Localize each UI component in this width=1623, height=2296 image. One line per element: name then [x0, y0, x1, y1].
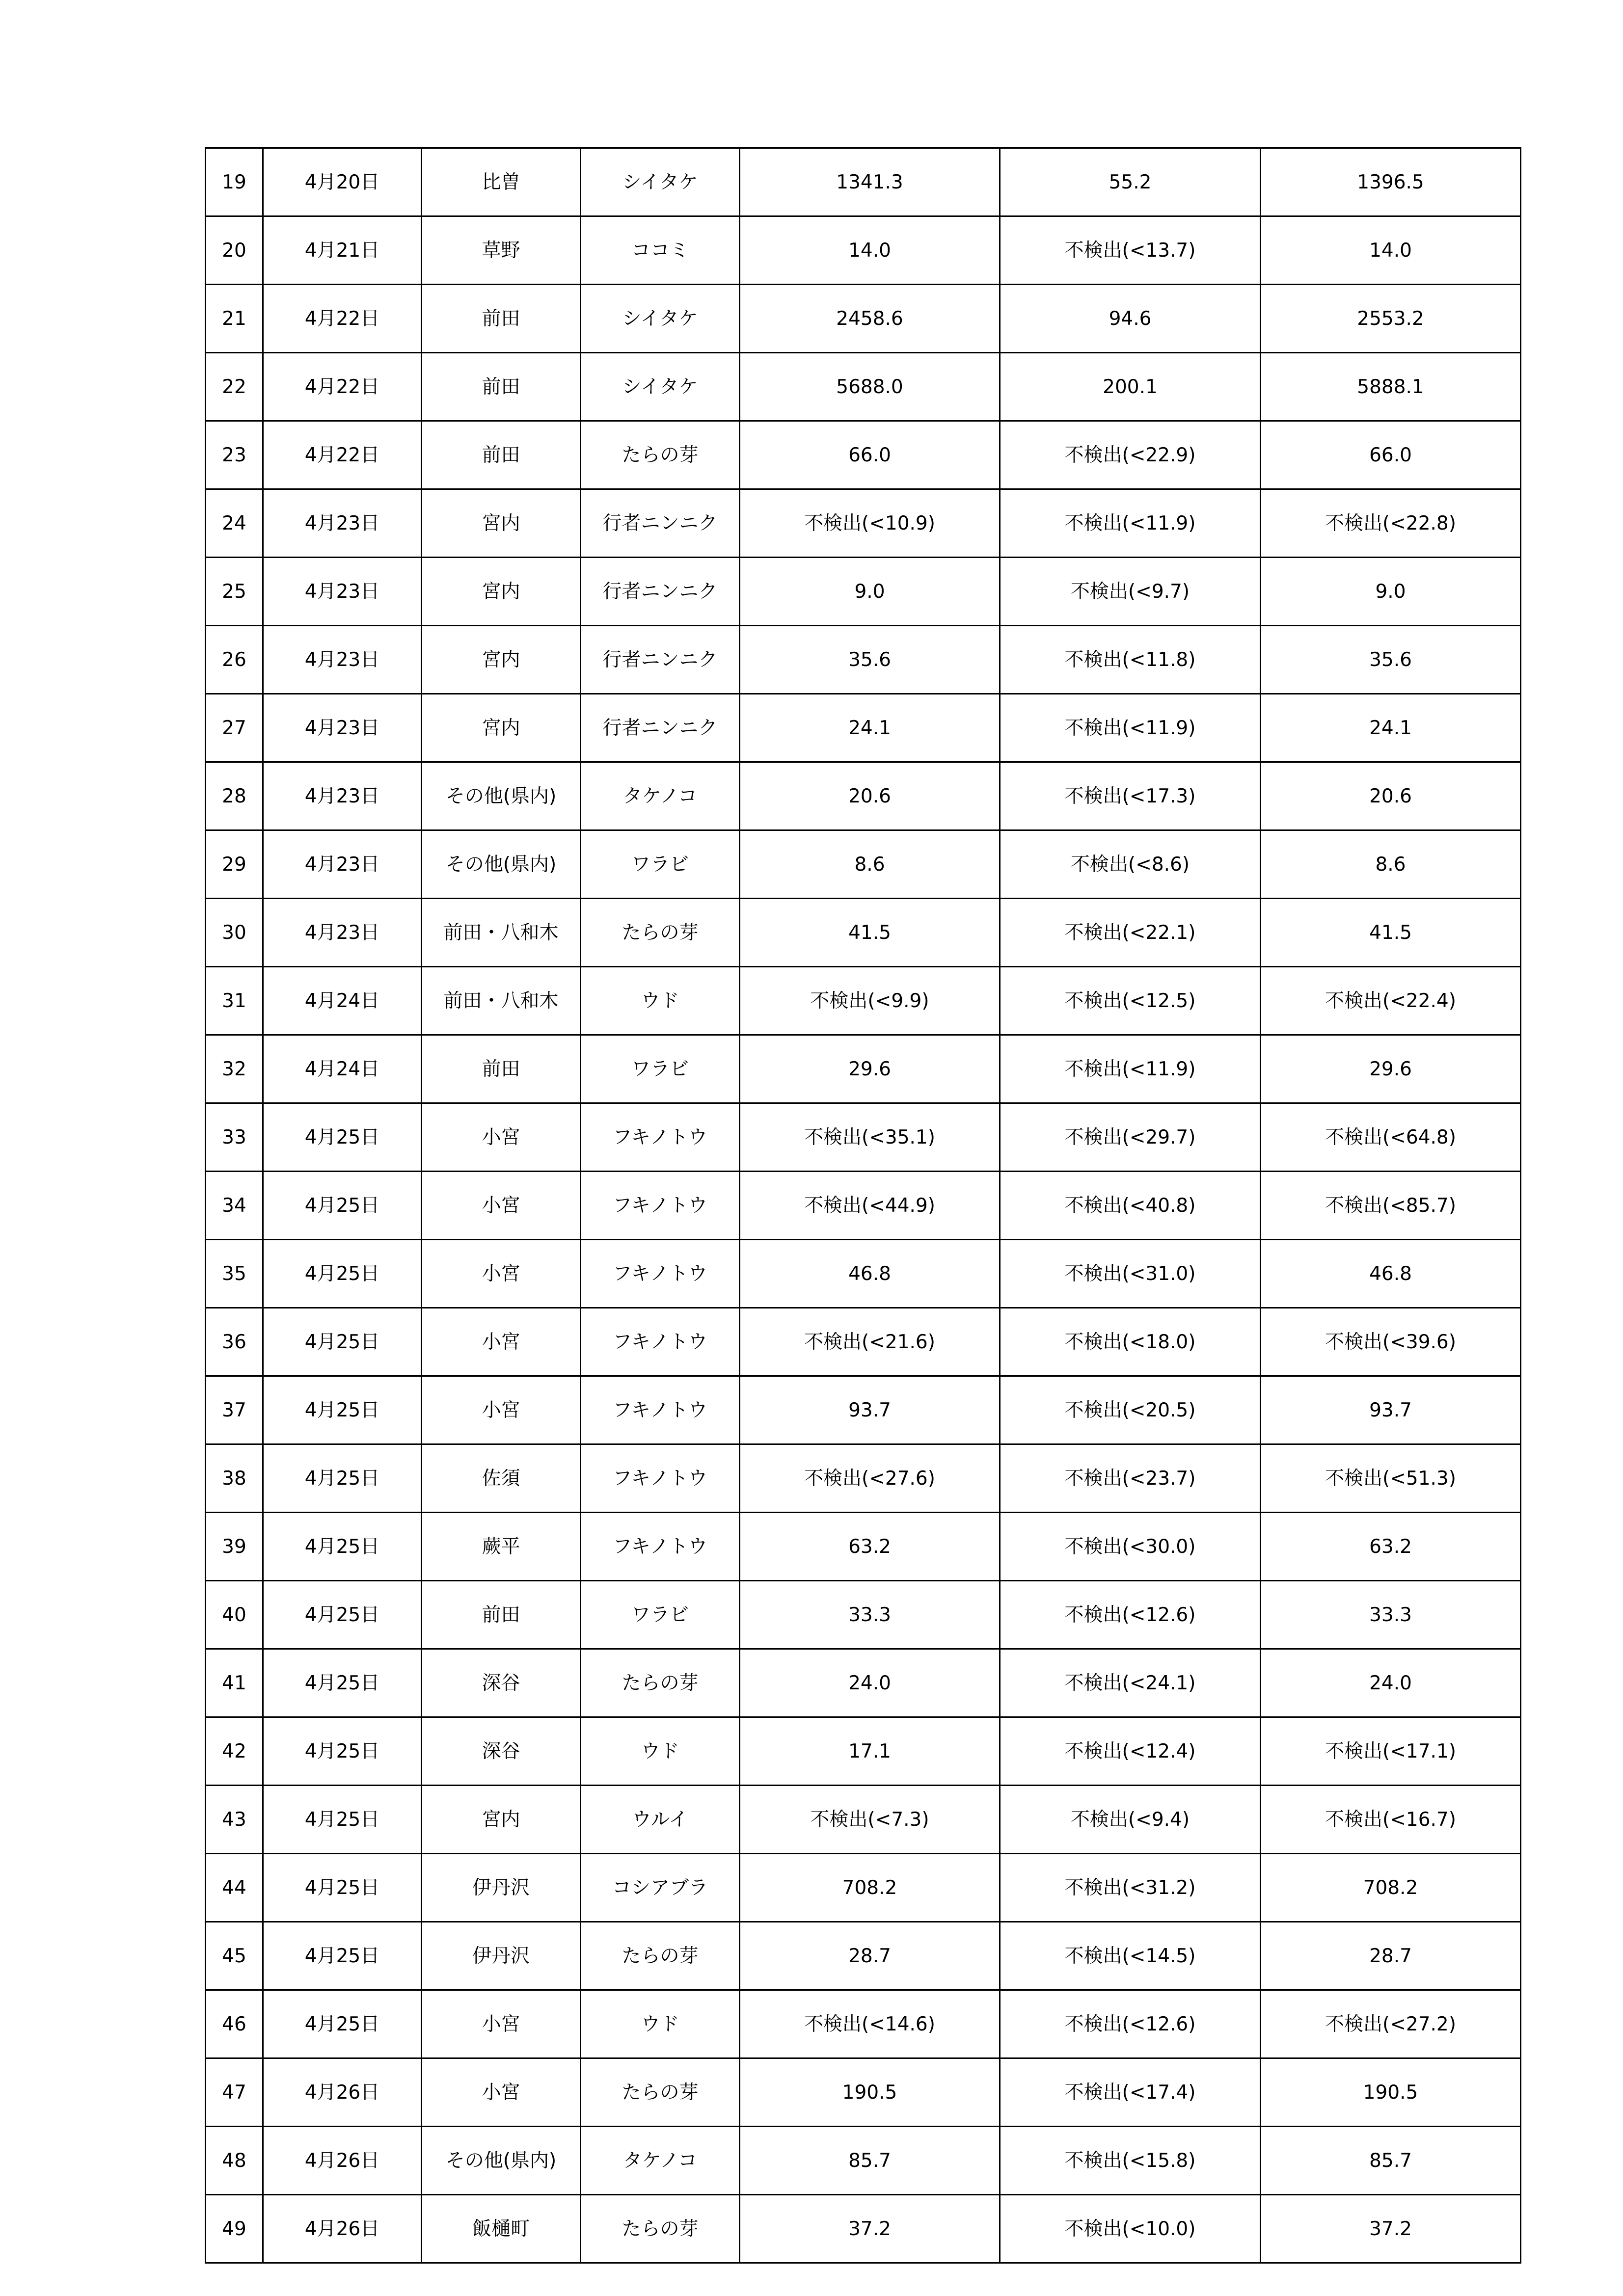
- row-number-cell: 19: [206, 148, 263, 216]
- value-cell-2: 不検出(<9.7): [1000, 558, 1261, 626]
- table-row: [206, 762, 1521, 830]
- table-row: [206, 1308, 1521, 1376]
- value-cell-2: 不検出(<11.9): [1000, 1035, 1261, 1103]
- location-cell: 佐須: [422, 1444, 581, 1513]
- date-cell: 4月20日: [263, 148, 422, 216]
- value-cell-1: 不検出(<21.6): [740, 1308, 1000, 1376]
- total-cell: 不検出(<22.8): [1261, 489, 1521, 558]
- value-cell-1: 不検出(<9.9): [740, 967, 1000, 1035]
- value-cell-2: 不検出(<23.7): [1000, 1444, 1261, 1513]
- location-cell: 宮内: [422, 694, 581, 762]
- item-cell: ウド: [581, 967, 740, 1035]
- row-number-cell: 47: [206, 2058, 263, 2127]
- value-cell-1: 不検出(<14.6): [740, 1990, 1000, 2058]
- row-number-cell: 22: [206, 353, 263, 421]
- value-cell-2: 不検出(<40.8): [1000, 1172, 1261, 1240]
- date-cell: 4月23日: [263, 626, 422, 694]
- location-cell: 宮内: [422, 489, 581, 558]
- date-cell: 4月22日: [263, 285, 422, 353]
- total-cell: 8.6: [1261, 830, 1521, 899]
- total-cell: 41.5: [1261, 899, 1521, 967]
- value-cell-1: 9.0: [740, 558, 1000, 626]
- row-number-cell: 27: [206, 694, 263, 762]
- total-cell: 不検出(<64.8): [1261, 1103, 1521, 1172]
- row-number-cell: 49: [206, 2195, 263, 2263]
- date-cell: 4月25日: [263, 1172, 422, 1240]
- table-row: [206, 2195, 1521, 2263]
- date-cell: 4月23日: [263, 762, 422, 830]
- date-cell: 4月25日: [263, 1444, 422, 1513]
- date-cell: 4月25日: [263, 1854, 422, 1922]
- table-row: [206, 899, 1521, 967]
- item-cell: コシアブラ: [581, 1854, 740, 1922]
- total-cell: 28.7: [1261, 1922, 1521, 1990]
- item-cell: フキノトウ: [581, 1444, 740, 1513]
- value-cell-2: 不検出(<30.0): [1000, 1513, 1261, 1581]
- table-row: [206, 1103, 1521, 1172]
- item-cell: ウド: [581, 1990, 740, 2058]
- value-cell-2: 不検出(<22.1): [1000, 899, 1261, 967]
- table-row: [206, 558, 1521, 626]
- total-cell: 2553.2: [1261, 285, 1521, 353]
- value-cell-1: 1341.3: [740, 148, 1000, 216]
- date-cell: 4月25日: [263, 1786, 422, 1854]
- total-cell: 不検出(<39.6): [1261, 1308, 1521, 1376]
- value-cell-1: 46.8: [740, 1240, 1000, 1308]
- total-cell: 46.8: [1261, 1240, 1521, 1308]
- location-cell: 前田: [422, 285, 581, 353]
- location-cell: 深谷: [422, 1717, 581, 1786]
- row-number-cell: 26: [206, 626, 263, 694]
- row-number-cell: 29: [206, 830, 263, 899]
- item-cell: フキノトウ: [581, 1103, 740, 1172]
- row-number-cell: 38: [206, 1444, 263, 1513]
- item-cell: たらの芽: [581, 899, 740, 967]
- location-cell: 前田: [422, 1581, 581, 1649]
- location-cell: 小宮: [422, 1103, 581, 1172]
- value-cell-1: 不検出(<44.9): [740, 1172, 1000, 1240]
- date-cell: 4月25日: [263, 1649, 422, 1717]
- table-row: [206, 1922, 1521, 1990]
- value-cell-1: 28.7: [740, 1922, 1000, 1990]
- date-cell: 4月22日: [263, 353, 422, 421]
- table-row: [206, 694, 1521, 762]
- total-cell: 不検出(<22.4): [1261, 967, 1521, 1035]
- value-cell-1: 35.6: [740, 626, 1000, 694]
- total-cell: 35.6: [1261, 626, 1521, 694]
- row-number-cell: 41: [206, 1649, 263, 1717]
- value-cell-1: 37.2: [740, 2195, 1000, 2263]
- value-cell-2: 不検出(<13.7): [1000, 216, 1261, 285]
- location-cell: 前田・八和木: [422, 967, 581, 1035]
- table-row: [206, 285, 1521, 353]
- total-cell: 63.2: [1261, 1513, 1521, 1581]
- value-cell-1: 不検出(<10.9): [740, 489, 1000, 558]
- date-cell: 4月25日: [263, 1240, 422, 1308]
- date-cell: 4月24日: [263, 1035, 422, 1103]
- location-cell: 小宮: [422, 1172, 581, 1240]
- table-row: [206, 1786, 1521, 1854]
- value-cell-1: 不検出(<35.1): [740, 1103, 1000, 1172]
- value-cell-1: 24.1: [740, 694, 1000, 762]
- date-cell: 4月25日: [263, 1308, 422, 1376]
- date-cell: 4月23日: [263, 489, 422, 558]
- table-row: [206, 2127, 1521, 2195]
- row-number-cell: 48: [206, 2127, 263, 2195]
- table-row: [206, 1240, 1521, 1308]
- row-number-cell: 24: [206, 489, 263, 558]
- row-number-cell: 21: [206, 285, 263, 353]
- row-number-cell: 28: [206, 762, 263, 830]
- table-row: [206, 1854, 1521, 1922]
- total-cell: 5888.1: [1261, 353, 1521, 421]
- location-cell: 前田・八和木: [422, 899, 581, 967]
- item-cell: 行者ニンニク: [581, 626, 740, 694]
- total-cell: 14.0: [1261, 216, 1521, 285]
- location-cell: 小宮: [422, 1990, 581, 2058]
- table-row: [206, 2058, 1521, 2127]
- total-cell: 20.6: [1261, 762, 1521, 830]
- item-cell: たらの芽: [581, 2195, 740, 2263]
- row-number-cell: 44: [206, 1854, 263, 1922]
- total-cell: 不検出(<85.7): [1261, 1172, 1521, 1240]
- value-cell-2: 不検出(<14.5): [1000, 1922, 1261, 1990]
- table-body: [206, 148, 1521, 2263]
- value-cell-1: 不検出(<7.3): [740, 1786, 1000, 1854]
- location-cell: 蕨平: [422, 1513, 581, 1581]
- item-cell: ウド: [581, 1717, 740, 1786]
- value-cell-1: 708.2: [740, 1854, 1000, 1922]
- item-cell: フキノトウ: [581, 1308, 740, 1376]
- total-cell: 9.0: [1261, 558, 1521, 626]
- value-cell-1: 17.1: [740, 1717, 1000, 1786]
- item-cell: ウルイ: [581, 1786, 740, 1854]
- value-cell-2: 不検出(<31.0): [1000, 1240, 1261, 1308]
- value-cell-1: 14.0: [740, 216, 1000, 285]
- date-cell: 4月23日: [263, 899, 422, 967]
- date-cell: 4月26日: [263, 2127, 422, 2195]
- date-cell: 4月25日: [263, 1376, 422, 1444]
- value-cell-1: 5688.0: [740, 353, 1000, 421]
- total-cell: 1396.5: [1261, 148, 1521, 216]
- table-row: [206, 148, 1521, 216]
- item-cell: シイタケ: [581, 285, 740, 353]
- item-cell: タケノコ: [581, 2127, 740, 2195]
- date-cell: 4月25日: [263, 1922, 422, 1990]
- date-cell: 4月23日: [263, 694, 422, 762]
- date-cell: 4月26日: [263, 2195, 422, 2263]
- value-cell-1: 33.3: [740, 1581, 1000, 1649]
- item-cell: フキノトウ: [581, 1513, 740, 1581]
- results-table: [205, 147, 1521, 2264]
- item-cell: たらの芽: [581, 1922, 740, 1990]
- location-cell: 宮内: [422, 626, 581, 694]
- value-cell-2: 不検出(<10.0): [1000, 2195, 1261, 2263]
- location-cell: 小宮: [422, 1376, 581, 1444]
- row-number-cell: 31: [206, 967, 263, 1035]
- item-cell: シイタケ: [581, 148, 740, 216]
- value-cell-2: 200.1: [1000, 353, 1261, 421]
- date-cell: 4月24日: [263, 967, 422, 1035]
- value-cell-1: 不検出(<27.6): [740, 1444, 1000, 1513]
- table-row: [206, 1035, 1521, 1103]
- total-cell: 不検出(<16.7): [1261, 1786, 1521, 1854]
- location-cell: 前田: [422, 1035, 581, 1103]
- location-cell: その他(県内): [422, 762, 581, 830]
- value-cell-2: 不検出(<20.5): [1000, 1376, 1261, 1444]
- total-cell: 33.3: [1261, 1581, 1521, 1649]
- total-cell: 24.0: [1261, 1649, 1521, 1717]
- total-cell: 85.7: [1261, 2127, 1521, 2195]
- table-row: [206, 1649, 1521, 1717]
- date-cell: 4月25日: [263, 1513, 422, 1581]
- value-cell-1: 85.7: [740, 2127, 1000, 2195]
- value-cell-2: 不検出(<29.7): [1000, 1103, 1261, 1172]
- date-cell: 4月25日: [263, 1581, 422, 1649]
- location-cell: 宮内: [422, 558, 581, 626]
- value-cell-2: 不検出(<12.5): [1000, 967, 1261, 1035]
- total-cell: 190.5: [1261, 2058, 1521, 2127]
- location-cell: 伊丹沢: [422, 1922, 581, 1990]
- table-row: [206, 216, 1521, 285]
- item-cell: たらの芽: [581, 421, 740, 489]
- value-cell-2: 55.2: [1000, 148, 1261, 216]
- table-row: [206, 626, 1521, 694]
- value-cell-2: 不検出(<12.4): [1000, 1717, 1261, 1786]
- total-cell: 29.6: [1261, 1035, 1521, 1103]
- table-row: [206, 421, 1521, 489]
- item-cell: ワラビ: [581, 830, 740, 899]
- total-cell: 不検出(<27.2): [1261, 1990, 1521, 2058]
- value-cell-1: 93.7: [740, 1376, 1000, 1444]
- item-cell: 行者ニンニク: [581, 489, 740, 558]
- location-cell: 宮内: [422, 1786, 581, 1854]
- date-cell: 4月23日: [263, 558, 422, 626]
- value-cell-2: 不検出(<8.6): [1000, 830, 1261, 899]
- total-cell: 66.0: [1261, 421, 1521, 489]
- row-number-cell: 45: [206, 1922, 263, 1990]
- row-number-cell: 35: [206, 1240, 263, 1308]
- table-row: [206, 1990, 1521, 2058]
- location-cell: 前田: [422, 421, 581, 489]
- value-cell-1: 63.2: [740, 1513, 1000, 1581]
- location-cell: 飯樋町: [422, 2195, 581, 2263]
- total-cell: 不検出(<17.1): [1261, 1717, 1521, 1786]
- date-cell: 4月22日: [263, 421, 422, 489]
- row-number-cell: 39: [206, 1513, 263, 1581]
- value-cell-2: 不検出(<9.4): [1000, 1786, 1261, 1854]
- date-cell: 4月25日: [263, 1717, 422, 1786]
- table-row: [206, 967, 1521, 1035]
- value-cell-1: 2458.6: [740, 285, 1000, 353]
- item-cell: フキノトウ: [581, 1376, 740, 1444]
- value-cell-2: 不検出(<24.1): [1000, 1649, 1261, 1717]
- value-cell-1: 190.5: [740, 2058, 1000, 2127]
- value-cell-2: 不検出(<11.9): [1000, 489, 1261, 558]
- table-row: [206, 1444, 1521, 1513]
- item-cell: フキノトウ: [581, 1172, 740, 1240]
- value-cell-2: 不検出(<11.9): [1000, 694, 1261, 762]
- location-cell: 比曽: [422, 148, 581, 216]
- row-number-cell: 46: [206, 1990, 263, 2058]
- table-row: [206, 830, 1521, 899]
- table-row: [206, 1513, 1521, 1581]
- value-cell-1: 8.6: [740, 830, 1000, 899]
- table-row: [206, 1376, 1521, 1444]
- value-cell-2: 不検出(<12.6): [1000, 1990, 1261, 2058]
- value-cell-1: 66.0: [740, 421, 1000, 489]
- row-number-cell: 43: [206, 1786, 263, 1854]
- date-cell: 4月26日: [263, 2058, 422, 2127]
- value-cell-2: 不検出(<12.6): [1000, 1581, 1261, 1649]
- row-number-cell: 32: [206, 1035, 263, 1103]
- location-cell: その他(県内): [422, 2127, 581, 2195]
- item-cell: たらの芽: [581, 2058, 740, 2127]
- row-number-cell: 30: [206, 899, 263, 967]
- table-row: [206, 353, 1521, 421]
- item-cell: タケノコ: [581, 762, 740, 830]
- item-cell: 行者ニンニク: [581, 694, 740, 762]
- total-cell: 708.2: [1261, 1854, 1521, 1922]
- table-row: [206, 1172, 1521, 1240]
- location-cell: 小宮: [422, 1240, 581, 1308]
- location-cell: その他(県内): [422, 830, 581, 899]
- item-cell: フキノトウ: [581, 1240, 740, 1308]
- total-cell: 93.7: [1261, 1376, 1521, 1444]
- value-cell-1: 24.0: [740, 1649, 1000, 1717]
- row-number-cell: 40: [206, 1581, 263, 1649]
- value-cell-2: 不検出(<17.4): [1000, 2058, 1261, 2127]
- value-cell-1: 29.6: [740, 1035, 1000, 1103]
- item-cell: 行者ニンニク: [581, 558, 740, 626]
- date-cell: 4月25日: [263, 1103, 422, 1172]
- row-number-cell: 37: [206, 1376, 263, 1444]
- row-number-cell: 42: [206, 1717, 263, 1786]
- item-cell: ワラビ: [581, 1035, 740, 1103]
- date-cell: 4月25日: [263, 1990, 422, 2058]
- row-number-cell: 25: [206, 558, 263, 626]
- location-cell: 前田: [422, 353, 581, 421]
- total-cell: 37.2: [1261, 2195, 1521, 2263]
- table-row: [206, 1717, 1521, 1786]
- location-cell: 小宮: [422, 1308, 581, 1376]
- value-cell-2: 不検出(<15.8): [1000, 2127, 1261, 2195]
- total-cell: 不検出(<51.3): [1261, 1444, 1521, 1513]
- row-number-cell: 34: [206, 1172, 263, 1240]
- row-number-cell: 36: [206, 1308, 263, 1376]
- date-cell: 4月23日: [263, 830, 422, 899]
- value-cell-2: 不検出(<11.8): [1000, 626, 1261, 694]
- value-cell-2: 不検出(<31.2): [1000, 1854, 1261, 1922]
- value-cell-2: 94.6: [1000, 285, 1261, 353]
- row-number-cell: 33: [206, 1103, 263, 1172]
- table-row: [206, 489, 1521, 558]
- item-cell: たらの芽: [581, 1649, 740, 1717]
- item-cell: ココミ: [581, 216, 740, 285]
- row-number-cell: 23: [206, 421, 263, 489]
- location-cell: 草野: [422, 216, 581, 285]
- location-cell: 小宮: [422, 2058, 581, 2127]
- value-cell-2: 不検出(<18.0): [1000, 1308, 1261, 1376]
- row-number-cell: 20: [206, 216, 263, 285]
- value-cell-2: 不検出(<17.3): [1000, 762, 1261, 830]
- location-cell: 伊丹沢: [422, 1854, 581, 1922]
- table-row: [206, 1581, 1521, 1649]
- location-cell: 深谷: [422, 1649, 581, 1717]
- total-cell: 24.1: [1261, 694, 1521, 762]
- item-cell: ワラビ: [581, 1581, 740, 1649]
- date-cell: 4月21日: [263, 216, 422, 285]
- value-cell-1: 41.5: [740, 899, 1000, 967]
- value-cell-1: 20.6: [740, 762, 1000, 830]
- item-cell: シイタケ: [581, 353, 740, 421]
- value-cell-2: 不検出(<22.9): [1000, 421, 1261, 489]
